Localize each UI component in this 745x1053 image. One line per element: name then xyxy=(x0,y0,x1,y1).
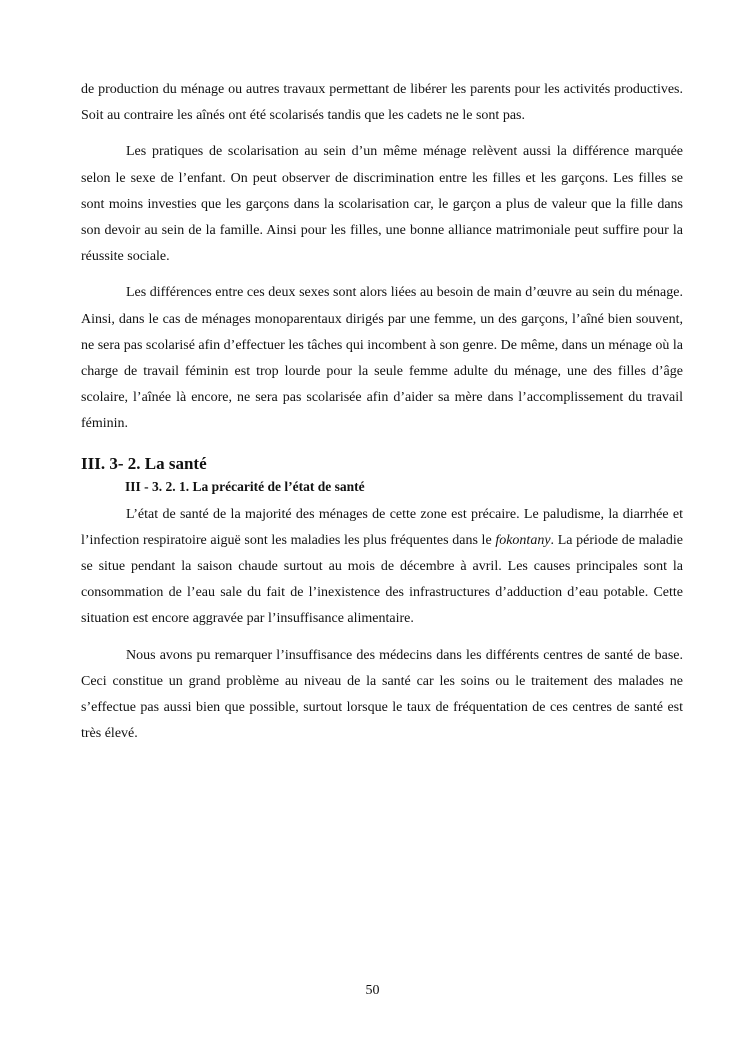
subsection-heading: III - 3. 2. 1. La précarité de l’état de santé xyxy=(125,478,365,494)
body-paragraph: Les pratiques de scolarisation au sein d’un même ménage relèvent aussi la différence marquée selon le sexe de l’enfant. On peut observer de discrimination entre les filles et les garçons. Les filles se sont moins investies que les garçons dans la scolarisation car, le garçon a plus de valeur que la fille dans son devoir au sein de la famille. Ainsi pour les filles, une bonne alliance matrimoniale peut suffire pour la réussite sociale. xyxy=(81,144,683,265)
paragraph-text: . La période de maladie se situe pendant la saison chaude surtout au mois de décembre à avril. Les causes principales sont la consommation de l’eau sale du fait de l’inexistence des infrastructures d’adduction d’eau potable. Cette situation est encore aggravée par l’insuffisance alimentaire. xyxy=(81,532,683,627)
body-paragraph: Les différences entre ces deux sexes sont alors liées au besoin de main d’œuvre au sein du ménage. Ainsi, dans le cas de ménages monoparentaux dirigés par une femme, un des garçons, l’aîné bien souvent, ne sera pas scolarisé afin d’effectuer les tâches qui incombent à son genre. De même, dans un ménage où la charge de travail féminin est trop lourde pour la seule femme adulte du ménage, une des filles d’âge scolaire, l’aînée là encore, ne sera pas scolarisée afin d’aider sa mère dans l’accomplissement du travail féminin. xyxy=(81,285,683,432)
page-body xyxy=(81,77,683,747)
paragraph-text: L’état de santé de la majorité des ménages de cette zone est précaire. Le paludisme, la diarrhée et l’infection respiratoire aiguë sont les maladies les plus fréquentes dans le xyxy=(81,506,683,548)
body-paragraph: de production du ménage ou autres travaux permettant de libérer les parents pour les activités productives. Soit au contraire les aînés ont été scolarisés tandis que les cadets ne le sont pas. xyxy=(81,82,683,124)
page-number: 50 xyxy=(365,983,380,998)
body-paragraph: Nous avons pu remarquer l’insuffisance des médecins dans les différents centres de santé de base. Ceci constitue un grand problème au niveau de la santé car les soins ou le traitement des malades ne s’effectue pas aussi bien que possible, surtout lorsque le taux de fréquentation de ces centres de santé est très élevé. xyxy=(81,647,683,742)
italic-term: fokontany xyxy=(495,532,551,548)
section-heading: III. 3- 2. La santé xyxy=(81,453,207,473)
body-paragraph xyxy=(81,502,683,633)
